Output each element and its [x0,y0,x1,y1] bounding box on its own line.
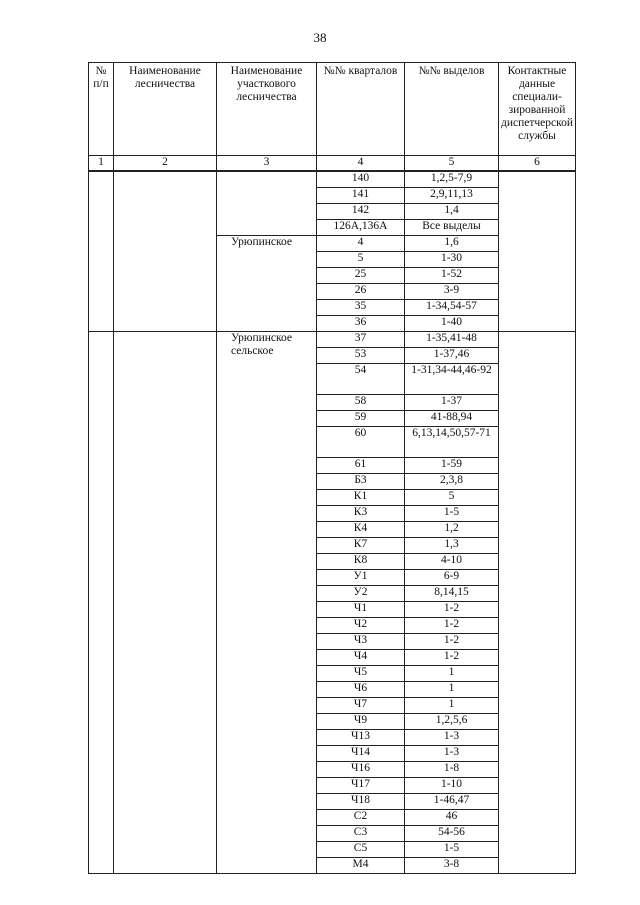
quarter-cell: Ч16 [317,762,405,778]
plots-cell: 1,2 [405,522,499,538]
quarter-cell: С5 [317,842,405,858]
quarter-cell: У2 [317,586,405,602]
table-row [89,332,576,348]
contact-cell [499,332,576,874]
plots-cell: 41-88,94 [405,411,499,427]
plots-cell: 1-3 [405,746,499,762]
quarter-cell: К8 [317,554,405,570]
plots-cell: 1-40 [405,316,499,332]
quarter-cell: 61 [317,458,405,474]
plots-cell: 1,6 [405,236,499,252]
quarter-cell: Ч9 [317,714,405,730]
district-name-cell: Урюпинское [217,236,317,332]
quarter-cell: 59 [317,411,405,427]
column-number: 2 [114,156,217,172]
plots-cell: 1-10 [405,778,499,794]
plots-cell: 1,3 [405,538,499,554]
row-number-cell [89,332,114,874]
plots-cell: 54-56 [405,826,499,842]
quarter-cell: Ч7 [317,698,405,714]
header-cell: Наименование участкового лесничества [217,63,317,156]
quarter-cell: 140 [317,171,405,188]
quarter-cell: Ч18 [317,794,405,810]
column-number: 3 [217,156,317,172]
plots-cell: 8,14,15 [405,586,499,602]
plots-cell: 1-31,34-44,46-92 [405,364,499,395]
column-number: 4 [317,156,405,172]
quarter-cell: К7 [317,538,405,554]
quarter-cell: 25 [317,268,405,284]
plots-cell: 3-8 [405,858,499,874]
quarter-cell: 126А,136А [317,220,405,236]
header-row [89,63,576,156]
plots-cell: 3-9 [405,284,499,300]
plots-cell: 1 [405,698,499,714]
quarter-cell: С3 [317,826,405,842]
quarter-cell: Ч4 [317,650,405,666]
district-name-cell [217,171,317,236]
district-name-cell: Урюпинское сельское [217,332,317,874]
quarter-cell: 5 [317,252,405,268]
quarter-cell: Ч13 [317,730,405,746]
quarter-cell: 36 [317,316,405,332]
quarter-cell: С2 [317,810,405,826]
quarter-cell: 26 [317,284,405,300]
plots-cell: 1-52 [405,268,499,284]
plots-cell: 1,2,5-7,9 [405,171,499,188]
quarter-cell: Ч14 [317,746,405,762]
quarter-cell: Ч6 [317,682,405,698]
table-body [89,171,576,874]
plots-cell: 1,4 [405,204,499,220]
forestry-name-cell [114,171,217,332]
plots-cell: 1-37,46 [405,348,499,364]
plots-cell: 6,13,14,50,57-71 [405,427,499,458]
plots-cell: 2,3,8 [405,474,499,490]
row-number-cell [89,171,114,332]
quarter-cell: 60 [317,427,405,458]
quarter-cell: Ч17 [317,778,405,794]
column-number-row [89,156,576,172]
quarter-cell: Б3 [317,474,405,490]
quarter-cell: Ч1 [317,602,405,618]
header-cell: № п/п [89,63,114,156]
quarter-cell: Ч5 [317,666,405,682]
table-row [89,171,576,188]
plots-cell: 1-59 [405,458,499,474]
quarter-cell: К3 [317,506,405,522]
plots-cell: 1-34,54-57 [405,300,499,316]
contact-cell [499,171,576,332]
quarter-cell: Ч3 [317,634,405,650]
page-number: 38 [313,30,327,45]
quarter-cell: У1 [317,570,405,586]
quarter-cell: М4 [317,858,405,874]
plots-cell: 1-5 [405,842,499,858]
plots-cell: 1 [405,682,499,698]
plots-cell: 1-2 [405,602,499,618]
plots-cell: Все выделы [405,220,499,236]
plots-cell: 1-2 [405,618,499,634]
forestry-table [88,62,576,874]
quarter-cell: 4 [317,236,405,252]
header-cell: №№ кварталов [317,63,405,156]
quarter-cell: 58 [317,395,405,411]
forestry-name-cell [114,332,217,874]
column-number: 1 [89,156,114,172]
plots-cell: 1 [405,666,499,682]
quarter-cell: К4 [317,522,405,538]
quarter-cell: 37 [317,332,405,348]
quarter-cell: Ч2 [317,618,405,634]
plots-cell: 1-5 [405,506,499,522]
plots-cell: 4-10 [405,554,499,570]
column-number: 6 [499,156,576,172]
header-cell: №№ выделов [405,63,499,156]
quarter-cell: 53 [317,348,405,364]
plots-cell: 6-9 [405,570,499,586]
header-cell: Наименование лесничества [114,63,217,156]
plots-cell: 1-37 [405,395,499,411]
plots-cell: 1-8 [405,762,499,778]
header-cell: Контактные данные специали-зированной диспетчерской службы [499,63,576,156]
plots-cell: 1-3 [405,730,499,746]
quarter-cell: К1 [317,490,405,506]
plots-cell: 1-35,41-48 [405,332,499,348]
plots-cell: 2,9,11,13 [405,188,499,204]
plots-cell: 1-46,47 [405,794,499,810]
quarter-cell: 141 [317,188,405,204]
quarter-cell: 142 [317,204,405,220]
quarter-cell: 35 [317,300,405,316]
quarter-cell: 54 [317,364,405,395]
plots-cell: 1-30 [405,252,499,268]
plots-cell: 1-2 [405,650,499,666]
plots-cell: 46 [405,810,499,826]
column-number: 5 [405,156,499,172]
plots-cell: 1-2 [405,634,499,650]
plots-cell: 5 [405,490,499,506]
plots-cell: 1,2,5,6 [405,714,499,730]
